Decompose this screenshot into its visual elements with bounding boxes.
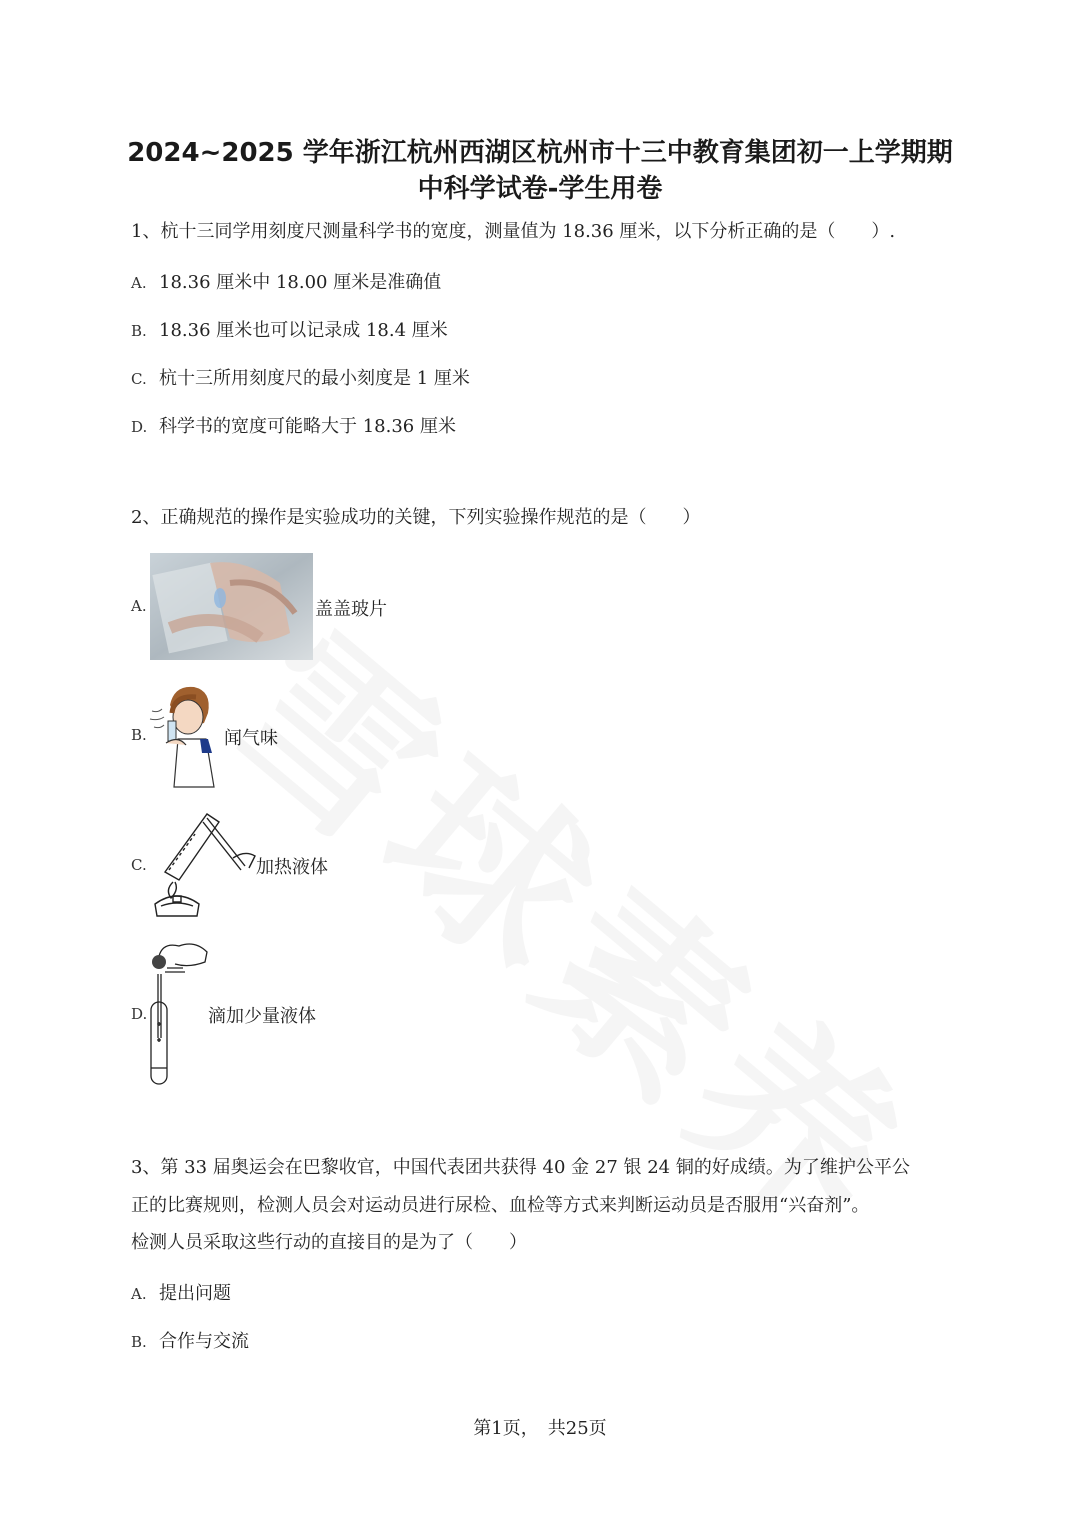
- question-2-stem: 2、正确规范的操作是实验成功的关键，下列实验操作规范的是（ ）: [131, 507, 701, 528]
- option-key: C.: [131, 370, 147, 388]
- question-3-stem-line-3: 检测人员采取这些行动的直接目的是为了（ ）: [131, 1232, 527, 1253]
- q2-option-c-label: 加热液体: [256, 857, 328, 878]
- q1-option-b: [131, 316, 448, 342]
- option-text: 提出问题: [159, 1283, 231, 1304]
- smelling-illustration: [148, 683, 224, 789]
- q1-option-c: [131, 364, 470, 390]
- q2-option-a-key: A.: [131, 597, 147, 615]
- q2-option-d-key: D.: [131, 1005, 148, 1023]
- q3-option-a: [131, 1279, 231, 1305]
- q2-option-b-label: 闻气味: [224, 728, 278, 749]
- option-text: 18.36 厘米中 18.00 厘米是准确值: [159, 272, 442, 293]
- question-3-stem-line-2: 正的比赛规则，检测人员会对运动员进行尿检、血检等方式来判断运动员是否服用“兴奋剂”。: [131, 1195, 870, 1216]
- q2-option-a-label: 盖盖玻片: [315, 599, 387, 620]
- option-key: D.: [131, 418, 148, 436]
- cover-slip-photo: [150, 553, 313, 660]
- option-key: B.: [131, 1333, 147, 1351]
- option-key: B.: [131, 322, 147, 340]
- option-key: A.: [131, 1285, 147, 1303]
- exam-title-line-2: 中科学试卷-学生用卷: [417, 174, 663, 204]
- heating-test-tube-drawing: [145, 810, 257, 920]
- question-1-stem: 1、杭十三同学用刻度尺测量科学书的宽度，测量值为 18.36 厘米，以下分析正确的是（ ）.: [131, 221, 896, 242]
- q2-option-c-key: C.: [131, 856, 147, 874]
- option-text: 杭十三所用刻度尺的最小刻度是 1 厘米: [159, 368, 470, 389]
- q1-option-d: [131, 412, 456, 438]
- q2-option-d-label: 滴加少量液体: [208, 1006, 316, 1027]
- option-text: 合作与交流: [159, 1331, 249, 1352]
- exam-title-line-1: 2024~2025 学年浙江杭州西湖区杭州市十三中教育集团初一上学期期: [127, 138, 953, 168]
- option-text: 科学书的宽度可能略大于 18.36 厘米: [159, 416, 456, 437]
- option-key: A.: [131, 274, 147, 292]
- option-text: 18.36 厘米也可以记录成 18.4 厘米: [159, 320, 448, 341]
- question-3-stem-line-1: 3、第 33 届奥运会在巴黎收官，中国代表团共获得 40 金 27 银 24 铜的好成绩。为了维护公平公: [131, 1157, 910, 1178]
- dropper-test-tube-drawing: [145, 938, 209, 1088]
- q2-option-b-key: B.: [131, 726, 147, 744]
- q1-option-a: [131, 268, 441, 294]
- q3-option-b: [131, 1327, 249, 1353]
- page-footer: 第1页， 共25页: [473, 1418, 607, 1439]
